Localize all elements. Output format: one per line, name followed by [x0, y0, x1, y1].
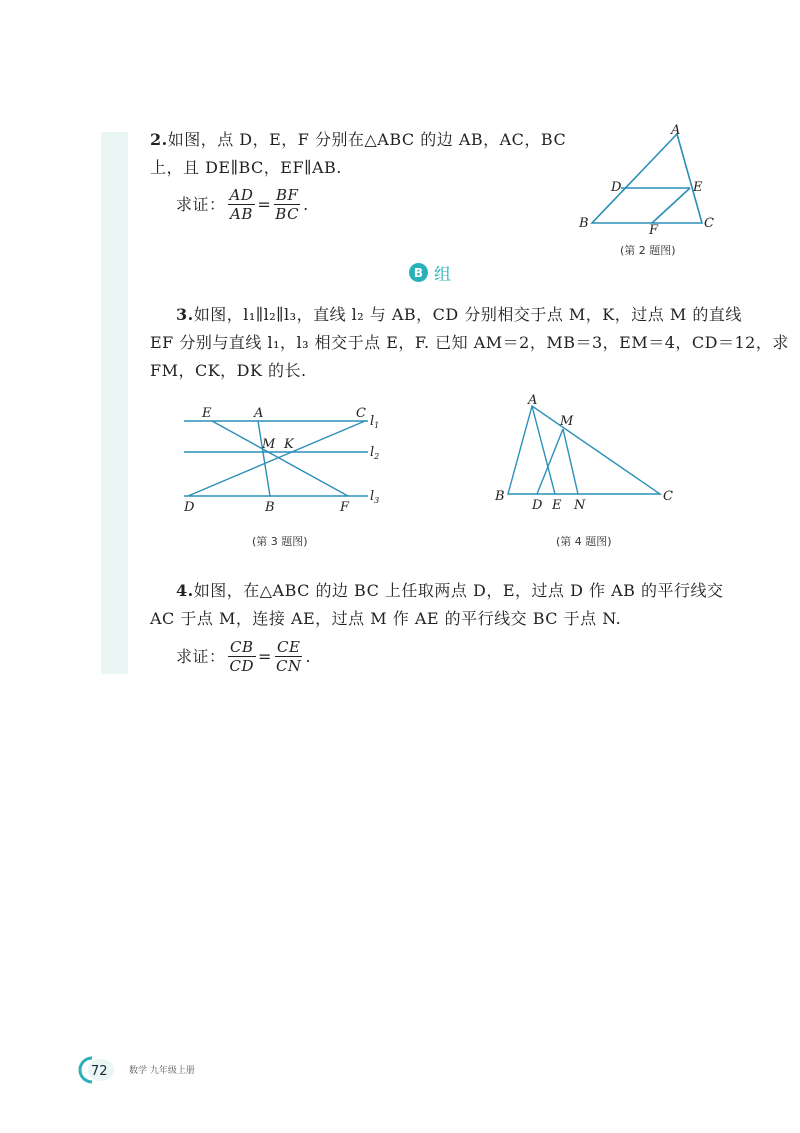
fig2-label-f: F — [649, 223, 659, 235]
fig4-label-a: A — [528, 393, 538, 408]
figure-4-caption: (第 4 题图) — [556, 535, 612, 548]
fraction-ce-cn: $\frac{CE}{CN}$ — [275, 638, 302, 675]
fig4-label-b: B — [495, 489, 505, 504]
figure-2-caption: (第 2 题图) — [620, 244, 676, 257]
fig4-label-d: D — [532, 498, 543, 513]
figure-2-triangle — [570, 120, 720, 235]
problem-2-line-1: 2.如图，点 D，E，F 分别在△ABC 的边 AB，AC，BC — [150, 130, 567, 149]
fig3-label-b: B — [265, 500, 275, 515]
figure-3-parallel-lines — [178, 400, 398, 518]
book-title: 数学 九年级上册 — [129, 1066, 195, 1076]
problem-3-line-3: FM，CK，DK 的长. — [150, 361, 307, 380]
fig3-label-k: K — [284, 437, 294, 452]
section-title: 组 — [434, 265, 451, 285]
problem-4-line-1: 4.如图，在△ABC 的边 BC 上任取两点 D，E，过点 D 作 AB 的平行线交 — [176, 581, 724, 600]
fig3-label-e: E — [202, 406, 212, 421]
section-badge: B — [409, 263, 428, 282]
side-margin-bar — [101, 132, 128, 674]
section-b-heading — [409, 260, 451, 285]
fig3-label-d: D — [184, 500, 195, 515]
fraction-ad-ab: $\frac{AD}{AB}$ — [229, 186, 254, 223]
fig3-label-c: C — [356, 406, 366, 421]
fig2-label-d: D — [611, 180, 622, 195]
fraction-bf-bc: $\frac{BF}{BC}$ — [275, 186, 300, 223]
page-number: 72 — [91, 1064, 108, 1079]
figure-4-triangle — [490, 392, 690, 517]
page-number-badge — [78, 1056, 120, 1084]
fig3-label-l3: $l_3$ — [370, 489, 380, 505]
fig4-label-c: C — [663, 489, 673, 504]
fig4-label-m: M — [560, 414, 574, 429]
fraction-cb-cd: $\frac{CB}{CD}$ — [229, 638, 255, 675]
fig2-label-e: E — [693, 180, 703, 195]
problem-2-prove: 求证： $\frac{AD}{AB}$ = $\frac{BF}{BC}$ . — [176, 186, 309, 223]
fig2-label-b: B — [579, 216, 589, 231]
fig3-label-f: F — [340, 500, 350, 515]
problem-3-line-2: EF 分别与直线 l₁，l₃ 相交于点 E，F. 已知 AM＝2，MB＝3，EM＝4，CD＝12，求 — [150, 333, 789, 352]
fig2-label-c: C — [704, 216, 714, 231]
fig3-label-a: A — [254, 406, 264, 421]
problem-4-prove: 求证： $\frac{CB}{CD}$ = $\frac{CE}{CN}$ . — [176, 638, 312, 675]
problem-3-line-1: 3.如图，l₁∥l₂∥l₃，直线 l₂ 与 AB，CD 分别相交于点 M，K，过点 M 的直线 — [176, 305, 742, 324]
fig3-label-m: M — [262, 437, 276, 452]
fig4-label-n: N — [574, 498, 586, 513]
fig3-label-l2: $l_2$ — [370, 445, 380, 461]
fig2-label-a: A — [671, 123, 681, 138]
fig4-label-e: E — [552, 498, 562, 513]
fig3-label-l1: $l_1$ — [370, 414, 380, 430]
problem-4-line-2: AC 于点 M，连接 AE，过点 M 作 AE 的平行线交 BC 于点 N. — [150, 609, 622, 628]
problem-2-line-2: 上，且 DE∥BC，EF∥AB. — [150, 158, 342, 177]
figure-3-caption: (第 3 题图) — [252, 535, 308, 548]
